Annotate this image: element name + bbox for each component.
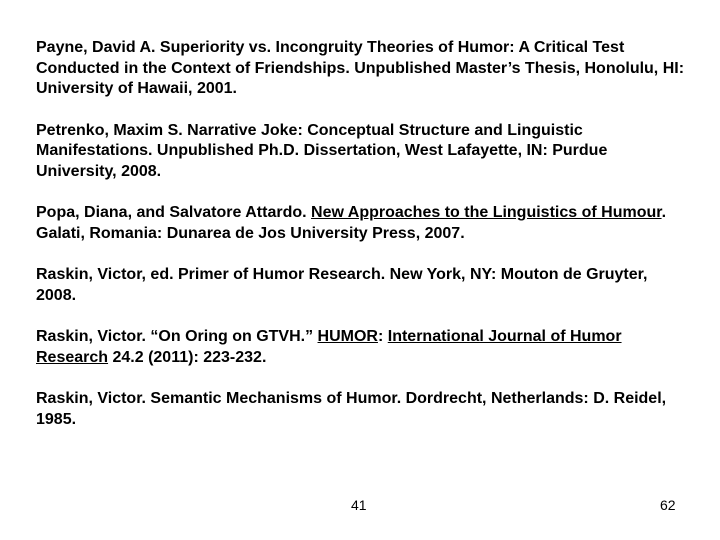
reference-text: Raskin, Victor. Semantic Mechanisms of Humor. Dordrecht, Netherlands: D. Reidel, 1985.	[36, 390, 667, 428]
reference-text: Popa, Diana, and Salvatore Attardo.	[36, 204, 312, 221]
reference-journal-underlined: International Journal of Humor Research	[36, 328, 622, 366]
reference-text: Raskin, Victor. “On Oring on GTVH.”	[36, 328, 318, 345]
reference-text: Raskin, Victor, ed. Primer of Humor Research. New York, NY: Mouton de Gruyter, 2008.	[36, 266, 648, 304]
reference-text: Payne, David A. Superiority vs. Incongruity Theories of Humor: A Critical Test Conducted in the Context of Friendships. Unpublished Master’s Thesis, Honolulu, HI: University of Hawaii, 2001.	[36, 39, 685, 97]
total-slides: 62	[660, 497, 676, 513]
reference-entry	[36, 265, 686, 306]
reference-list	[36, 38, 686, 451]
reference-title-underlined: New Approaches to the Linguistics of Humour	[311, 204, 662, 221]
reference-text: :	[377, 328, 388, 345]
reference-entry	[36, 203, 686, 244]
slide-number: 41	[351, 497, 367, 513]
reference-entry	[36, 121, 686, 183]
reference-journal-underlined: HUMOR	[317, 328, 378, 345]
reference-text: 24.2 (2011): 223-232.	[108, 348, 267, 366]
reference-entry	[36, 389, 686, 430]
reference-text: Petrenko, Maxim S. Narrative Joke: Conceptual Structure and Linguistic Manifestations. Unpublished Ph.D. Dissertation, West Lafayette, IN: Purdue University, 2008.	[36, 121, 608, 180]
reference-entry	[36, 38, 686, 100]
reference-text: . Galati, Romania: Dunarea de Jos University Press, 2007.	[36, 204, 667, 242]
reference-entry	[36, 327, 686, 368]
